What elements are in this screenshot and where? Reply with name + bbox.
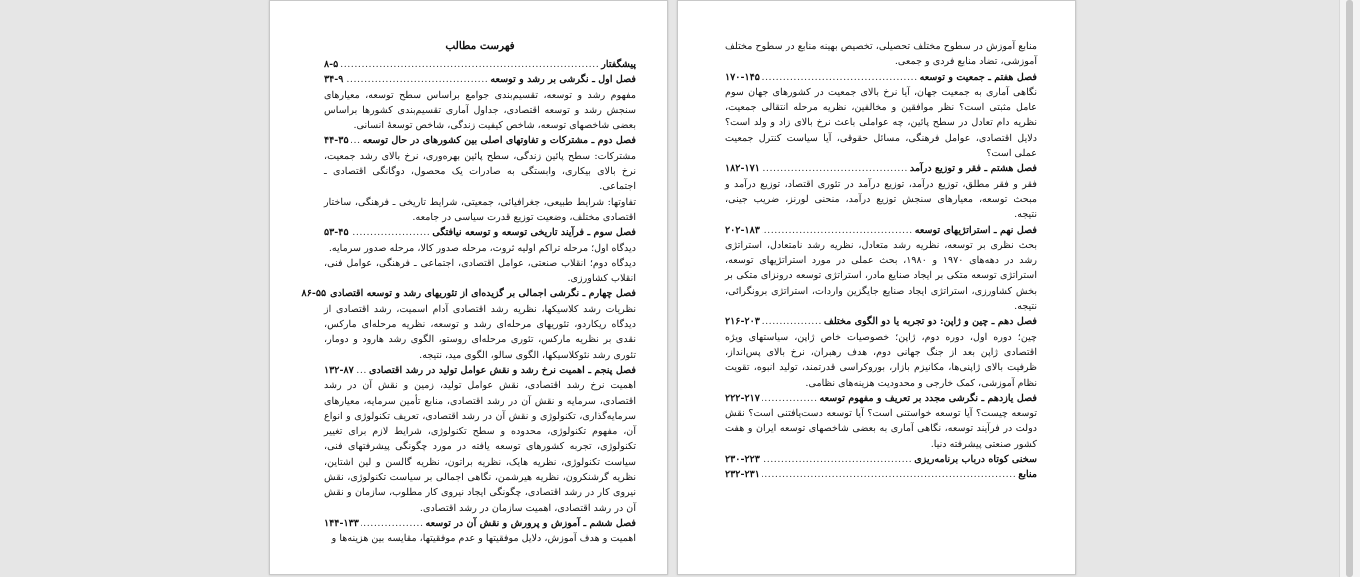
toc-entry[interactable] <box>324 363 636 378</box>
toc-dot-leader <box>762 467 1016 482</box>
toc-entries-right <box>725 70 1037 483</box>
toc-content-right <box>725 39 1037 483</box>
toc-entry-title: منابع <box>1018 469 1037 481</box>
toc-dot-leader <box>762 70 918 85</box>
toc-entry-pages: ۱۴۴-۱۳۳ <box>324 517 359 529</box>
toc-dot-leader <box>762 452 912 467</box>
toc-entry-pages: ۱۸۲-۱۷۱ <box>725 163 760 175</box>
toc-dot-leader <box>762 391 818 406</box>
toc-entry-pages: ۲۲۲-۲۱۷ <box>725 392 760 404</box>
toc-entry-pages: ۸۶-۵۵ <box>301 288 327 300</box>
toc-dot-leader <box>361 516 424 531</box>
toc-entry-description: بحث نظری بر توسعه، نظریه رشد متعادل، نظریه رشد نامتعادل، استراتژی رشد در دهه‌های ۱۹۷۰ و ۱۹۸۰، بحث عملی در مورد استراتژیهای توسعه، استراتژی توسعه متکی بر ایجاد صنایع مادر، استراتژی توسعه درونزای متکی بر بخش کشاورزی، استراتژی ایجاد صنایع جایگزین واردات، استراتژی برونگرائی، نتیجه. <box>725 239 1038 313</box>
toc-entry[interactable] <box>324 133 636 148</box>
toc-dot-leader <box>345 72 488 87</box>
toc-title: فهرست مطالب <box>445 40 515 52</box>
toc-entry-title: فصل نهم ـ استراتژیهای توسعه <box>914 224 1037 236</box>
toc-entry-description: نگاهی آماری به جمعیت جهان، آیا نرخ بالای جمعیت در کشورهای جهان سوم عامل مثبتی است؟ نظر موافقین و مخالفین، نظریه مرحله انتقالی جمعیت، نظریه دام تعادل در سطح پائین، چه عواملی باعث نرخ بالای زاد و ولد است؟ دلایل اقتصادی، عوامل فرهنگی، مسائل حقوقی، آیا سیاست کنترل جمعیت عملی است؟ <box>725 86 1037 160</box>
toc-dot-leader <box>351 225 431 240</box>
toc-entries-left <box>301 57 636 547</box>
vertical-scrollbar[interactable] <box>1339 0 1360 577</box>
toc-entry-title: فصل اول ـ نگرشی بر رشد و توسعه <box>490 74 636 86</box>
toc-entry-description: مفهوم رشد و توسعه، تقسیم‌بندی جوامع براساس سطح توسعه، معیارهای سنجش رشد و توسعه اقتصادی، جداول آماری تقسیم‌بندی کشورها براساس بعضی شاخصهای توسعه، شاخص کیفیت زندگی، شاخص توسعهٔ انسانی. <box>324 89 636 132</box>
toc-entry[interactable] <box>324 225 636 240</box>
toc-entry[interactable] <box>324 72 636 87</box>
toc-entry-title: فصل دهم ـ چین و ژاپن: دو تجربه یا دو الگوی مختلف <box>823 316 1037 328</box>
toc-entry-description: مشترکات: سطح پائین زندگی، سطح پائین بهره‌وری، نرخ بالای رشد جمعیت، نرخ بالای بیکاری، وابستگی به صادرات یک محصول، دوگانگی اقتصادی ـ اجتماعی. <box>324 150 636 193</box>
toc-entry-pages: ۱۳۲-۸۷ <box>324 364 354 376</box>
toc-entry-pages: ۲۳۰-۲۲۳ <box>725 454 760 466</box>
toc-dot-leader <box>762 161 908 176</box>
toc-entry[interactable] <box>324 57 636 72</box>
toc-entry-description: اهمیت و هدف آموزش، دلایل موفقیتها و عدم موفقیتها، مقایسه بین هزینه‌ها و <box>331 533 636 545</box>
document-page-left <box>269 0 668 575</box>
toc-dot-leader <box>762 314 822 329</box>
toc-entry-pages: ۱۷۰-۱۴۵ <box>725 71 760 83</box>
toc-entry[interactable] <box>725 70 1037 85</box>
toc-entry-pages: ۲۳۲-۲۳۱ <box>725 469 760 481</box>
toc-entry-title: فصل سوم ـ فرآیند تاریخی توسعه و توسعه نیافتگی <box>432 227 636 239</box>
toc-entry-description: توسعه چیست؟ آیا توسعه خواستنی است؟ آیا توسعه دست‌یافتنی است؟ نقش دولت در فرآیند توسعه، نگاهی آماری به بعضی شاخصهای توسعه ایران و هفت کشور صنعتی پیشرفته دنیا. <box>725 408 1037 450</box>
toc-entry[interactable] <box>725 161 1037 176</box>
toc-entry-title: فصل هشتم ـ فقر و توزیع درآمد <box>909 163 1037 175</box>
toc-entry-pages: ۵۳-۴۵ <box>324 227 349 239</box>
toc-entry-title: فصل دوم ـ مشترکات و تفاوتهای اصلی بین کشورهای در حال توسعه <box>362 135 636 147</box>
toc-entry-title: فصل پنجم ـ اهمیت نرخ رشد و نقش عوامل تولید در رشد اقتصادی <box>368 364 636 376</box>
toc-entry[interactable] <box>301 286 636 301</box>
toc-dot-leader <box>356 363 367 378</box>
scrollbar-thumb[interactable] <box>1346 0 1353 577</box>
toc-continuation-text <box>725 39 1037 70</box>
toc-entry-description: تفاوتها: شرایط طبیعی، جغرافیائی، جمعیتی، شرایط تاریخی ـ فرهنگی، ساختار اقتصادی مختلف، وضعیت توزیع قدرت سیاسی در جامعه. <box>324 196 636 223</box>
toc-dot-leader <box>762 223 913 238</box>
toc-entry[interactable] <box>725 452 1037 467</box>
document-page-right <box>677 0 1076 575</box>
toc-entry-description: چین؛ دوره اول، دوره دوم، ژاپن؛ خصوصیات خاص ژاپن، سیاستهای ویژه اقتصادی ژاپن بعد از جنگ جهانی دوم، هدف رهبران، نرخ بالای پس‌انداز، ظرفیت بالای ژاپنی‌ها، مکانیزم بازار، بوروکراسی قدرتمند، تولید انبوه، تقویت نظام آموزشی، کمک خارجی و محدودیت هزینه‌های نظامی. <box>725 331 1037 389</box>
toc-entry-description: فقر و فقر مطلق، توزیع درآمد، توزیع درآمد در تئوری اقتصاد، توزیع درآمد و مبحث توسعه، معیارهای سنجش توزیع درآمد، منحنی لورنز، ضریب جینی، نتیجه. <box>725 178 1037 221</box>
toc-entry-title: فصل هفتم ـ جمعیت و توسعه <box>919 71 1037 83</box>
toc-entry-pages: ۲۰۲-۱۸۳ <box>725 224 760 236</box>
toc-dot-leader <box>351 133 361 148</box>
toc-entry-pages: ۸-۵ <box>324 59 339 70</box>
toc-dot-leader <box>340 57 599 72</box>
toc-entry-pages: ۲۱۶-۲۰۳ <box>725 316 760 328</box>
toc-entry[interactable] <box>725 467 1037 482</box>
toc-content-left <box>301 39 636 547</box>
toc-entry-description: دیدگاه دوم؛ انقلاب صنعتی، عوامل اقتصادی، اجتماعی ـ فرهنگی، عوامل فنی، انقلاب کشاورزی. <box>324 257 636 285</box>
toc-entry-pages: ۴۴-۳۵ <box>324 135 349 147</box>
toc-entry-title: فصل یازدهم ـ نگرشی مجدد بر تعریف و مفهوم توسعه <box>819 392 1037 404</box>
toc-entry-description: اهمیت نرخ رشد اقتصادی، نقش عوامل تولید، زمین و نقش آن در رشد اقتصادی، سرمایه و نقش آن در رشد اقتصادی، منابع تأمین سرمایه، معیارهای سرمایه‌گذاری، تکنولوژی و نقش آن در رشد اقتصادی، تعریف تکنولوژی و انواع آن، مفهوم تکنولوژی، محدوده و سطح تکنولوژی، شرایط لازم برای تغییر تکنولوژی، تجربه کشورهای توسعه یافته در مورد چگونگی پیشرفتهای فنی، سیاست تکنولوژی، نظریه هایک، نظریه براتون، نظریه گالسن و لین اشتاین، نظریه گرشنکرون، نظریه هیرشمن، نگاهی اجمالی بر سیاست تکنولوژی، نقش نیروی کار در رشد اقتصادی، چگونگی ایجاد نیروی کار مطلوب، سازمان و نقش آن در رشد اقتصادی، اهمیت سازمان در رشد اقتصادی. <box>324 380 636 514</box>
toc-entry[interactable] <box>725 314 1037 329</box>
toc-entry-description: دیدگاه اول؛ مرحله تراکم اولیه ثروت، مرحله صدور کالا، مرحله صدور سرمایه. <box>328 242 636 254</box>
toc-entry-title: پیشگفتار <box>601 59 636 70</box>
toc-entry[interactable] <box>324 516 636 531</box>
toc-entry-pages: ۳۴-۹ <box>324 74 344 86</box>
toc-entry-description: منابع آموزش در سطوح مختلف تحصیلی، تخصیص بهینه منابع در سطوح مختلف آموزشی، تضاد منابع فردی و جمعی. <box>725 41 1037 68</box>
toc-entry-title: سخنی کوتاه درباب برنامه‌ریزی <box>914 454 1037 466</box>
toc-entry-description: نظریات رشد کلاسیکها، نظریه رشد اقتصادی آدام اسمیت، رشد اقتصادی از دیدگاه ریکاردو، تئوریهای مرحله‌ای رشد و توسعه، نظریه مرحله‌ای مارکس، نقدی بر نظریه مارکس، تئوری مرحله‌ای روستو، الگوی رشد هارود و دومار، تئوری رشد نئوکلاسیکها، الگوی سالو، الگوی مید، نتیجه. <box>324 303 636 361</box>
toc-entry-title: فصل چهارم ـ نگرشی اجمالی بر گزیده‌ای از تئوریهای رشد و توسعه اقتصادی <box>330 288 636 300</box>
toc-entry[interactable] <box>725 223 1037 238</box>
toc-entry-title: فصل ششم ـ آموزش و پرورش و نقش آن در توسعه <box>425 517 636 529</box>
toc-entry[interactable] <box>725 391 1037 406</box>
